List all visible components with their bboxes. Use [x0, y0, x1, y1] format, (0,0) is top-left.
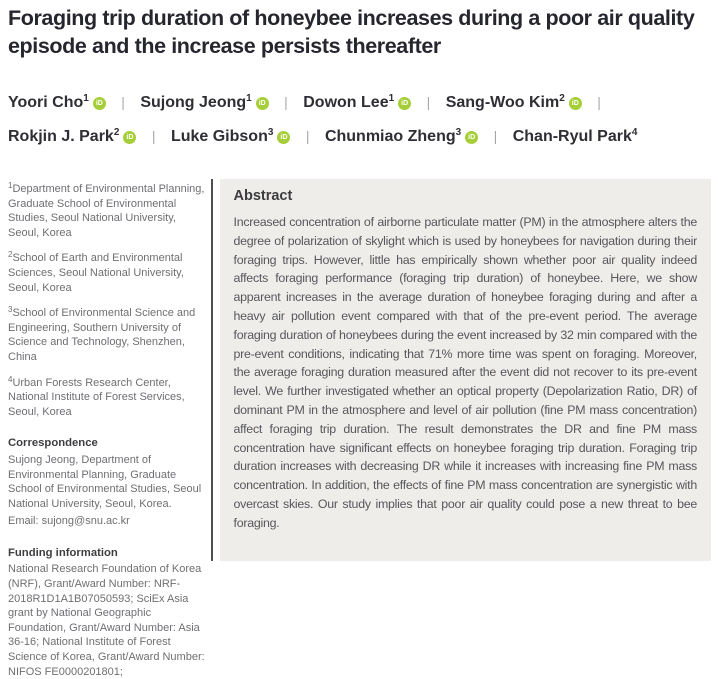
author-luke-gibson	[171, 118, 290, 152]
author-affiliation-number: 2	[113, 127, 120, 138]
author-separator: |	[121, 94, 125, 110]
author-chan-ryul-park	[513, 118, 638, 152]
affiliation-1	[8, 179, 206, 240]
author-name: Chunmiao Zheng	[324, 128, 456, 145]
author-separator: |	[426, 94, 431, 110]
author-affiliation-number: 1	[246, 93, 252, 104]
author-affiliation-number: 1	[388, 93, 395, 104]
author-sang-woo-kim	[446, 84, 582, 118]
orcid-icon[interactable]: iD	[569, 97, 582, 110]
orcid-icon[interactable]: iD	[123, 131, 136, 144]
affiliation-text: Urban Forests Research Center, National Institute of Forest Services, Seoul, Korea	[8, 376, 185, 418]
author-name: Sujong Jeong	[140, 94, 247, 111]
author-affiliation-number: 2	[559, 93, 565, 104]
email-label: Email:	[8, 515, 42, 528]
author-separator: |	[493, 128, 498, 144]
funding-text: National Research Foundation of Korea (NRF), Grant/Award Number: NRF-2018R1D1A1B07050593; SciEx Asia grant by National Geographic Foundation, Grant/Award Number: Asia 36-16; National Institute of Forest Science of Korea, Grant/Award Number: NIFOS FE0000201801;	[8, 563, 205, 678]
abstract-heading: Abstract	[233, 188, 293, 204]
orcid-icon[interactable]: iD	[93, 97, 106, 110]
author-separator: |	[597, 94, 601, 110]
correspondence-text: Sujong Jeong, Department of Environmental Planning, Graduate School of Environmental Studies, Seoul National University, Seoul, Korea.	[8, 453, 202, 510]
author-list	[8, 84, 711, 152]
affiliation-2	[8, 248, 206, 295]
author-dowon-lee	[303, 84, 411, 118]
author-name: Sang-Woo Kim	[445, 94, 560, 111]
two-column-area	[8, 179, 711, 678]
affiliation-number: 3	[8, 305, 13, 315]
author-affiliation-number: 1	[83, 93, 89, 104]
affiliation-4	[8, 373, 206, 420]
email-address[interactable]: sujong@snu.ac.kr	[41, 515, 130, 528]
article-title: Foraging trip duration of honeybee increases during a poor air quality episode and the increase persists thereafter	[8, 6, 695, 58]
orcid-icon[interactable]: iD	[256, 97, 269, 110]
author-line-1	[8, 84, 711, 118]
abstract-section	[220, 179, 712, 561]
affiliation-text: School of Environmental Science and Engineering, Southern University of Science and Technology, Shenzhen, China	[8, 307, 196, 363]
author-yoori-cho	[8, 84, 106, 118]
author-sujong-jeong	[140, 84, 268, 118]
author-name: Rokjin J. Park	[8, 128, 114, 145]
author-name: Chan-Ryul Park	[512, 128, 632, 145]
correspondence-email-line	[8, 514, 206, 529]
author-name: Dowon Lee	[303, 94, 389, 111]
orcid-icon[interactable]: iD	[465, 131, 478, 144]
author-name: Yoori Cho	[8, 94, 84, 111]
affiliation-number: 4	[8, 374, 13, 384]
orcid-icon[interactable]: iD	[398, 97, 411, 110]
author-affiliation-number: 3	[455, 127, 462, 138]
author-affiliation-number: 3	[267, 127, 274, 138]
author-line-2	[8, 118, 711, 152]
affiliation-3	[8, 303, 206, 364]
affiliation-text: Department of Environmental Planning, Graduate School of Environmental Studies, Seoul National University, Seoul, Korea	[8, 183, 205, 239]
affiliation-number: 2	[8, 250, 13, 260]
author-name: Luke Gibson	[170, 128, 268, 145]
affiliation-number: 1	[8, 181, 13, 190]
funding-heading: Funding information	[8, 546, 118, 559]
author-affiliation-number: 4	[631, 127, 638, 138]
article-info-sidebar	[8, 179, 206, 678]
author-separator: |	[284, 94, 288, 110]
affiliation-text: School of Earth and Environmental Sciences, Seoul National University, Seoul, Korea	[8, 252, 184, 294]
author-separator: |	[305, 128, 310, 144]
correspondence-heading: Correspondence	[8, 437, 98, 450]
abstract-text: Increased concentration of airborne particulate matter (PM) in the atmosphere alters the degree of polarization of skylight which is used by honeybees for navigation during their foraging trips. However, little has empirically shown whether poor air quality indeed affects foraging performance (foraging trip duration) of honeybee. Here, we show apparent increases in the average duration of honeybee foraging during and after a heavy air pollution event compared with that of the pre-event period. The average foraging duration of honeybees during the event increased by 32 min compared with the pre-event conditions, indicating that 71% more time was spent on foraging. Moreover, the average foraging duration measured after the event did not recover to its pre-event level. We further investigated whether an optical property (Depolarization Ratio, DR) of dominant PM in the atmosphere and level of air pollution (fine PM mass concentration) affect foraging trip duration. The result demonstrates the DR and fine PM mass concentration have significant effects on honeybee foraging trip duration. Foraging trip duration increases with decreasing DR while it increases with increasing fine PM mass concentration. In addition, the effects of fine PM mass concentration are synergistic with overcast skies. Our study implies that poor air quality could pose a new threat to bee foraging.	[233, 215, 697, 530]
column-divider-rule	[211, 179, 213, 561]
orcid-icon[interactable]: iD	[277, 131, 290, 144]
author-chunmiao-zheng	[325, 118, 478, 152]
author-rokjin-park	[8, 118, 136, 152]
author-separator: |	[151, 128, 156, 144]
